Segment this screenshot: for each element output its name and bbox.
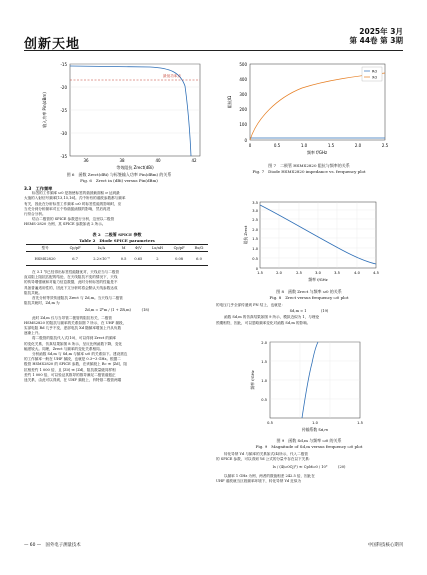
fig6-chart <box>30 58 210 173</box>
fig7-ytick: 300 <box>239 92 247 97</box>
table2-title-cn: 表 2 二极管 SPICE 参数 <box>92 232 142 237</box>
paragraph-line: 标签的工作频率 ω0 是指使标签的谐波截面积 σ 达到最 <box>32 191 120 196</box>
paragraph-line: 将二极管的阻抗代入式(10)，可以得到 Zrect 的频率 <box>32 336 117 341</box>
paragraph-line: 抗相差约 1 000 倍，且 |Z0| ≪ |Zd|，阻抗数量级同样相 <box>24 367 116 372</box>
paragraph-line: 逐渐上升。 <box>24 331 42 336</box>
fig8-caption-en: Fig. 8 Zrect versus frequency ω0 plot <box>269 294 349 300</box>
fig7-xtick: 1.5 <box>327 143 335 148</box>
paragraph-line: 大值的入射信号频率[13,15,16]。式中所有的谐波参数都与频率 <box>24 196 126 201</box>
table2-cell: 0.08 <box>175 256 184 261</box>
table2-header-cell: Cp/pF <box>69 246 81 250</box>
journal-section-title: 创新天地 <box>24 37 81 52</box>
fig9-xtick: 1.0 <box>312 421 318 425</box>
fig8-xtick: 1.5 <box>257 271 263 275</box>
paragraph-line: 预期相符，因此，可以忽略频率变化对函数 Sd,m 的影响。 <box>216 320 311 325</box>
fig7-xtick: 2.5 <box>381 143 389 148</box>
paragraph-line: 极管 HSMS2820 的 SPICE 参数，在该频段上 Rc ≪ |Zd|，阻 <box>24 362 127 367</box>
paragraph-line: 有关，因此在分析标签工作频率 ω0 时标签性能的影响时，应 <box>24 201 122 206</box>
table2-header-cell: Cp/pF <box>173 246 185 250</box>
fig6-xtick: 38 <box>119 158 125 163</box>
fig8-ytick: 1.0 <box>252 247 258 251</box>
paragraph-line: 的 SPICE 参数，可以得到 Yd 公式的分量中存在以下关系： <box>216 457 313 462</box>
fig9-caption-cn: 图 9 函数 Sd,m 与频率 ω0 的关系 <box>276 438 342 443</box>
right-column-text-1 <box>216 303 402 326</box>
equation-20: Is / (4(ω0Cj)²) ≪ CpMω0 / 10⁶ (20) <box>272 465 346 470</box>
paragraph-line: 此时 Zd,m 仅与当导管二极管的阻抗有关，二极管 <box>32 315 112 320</box>
fig9-chart <box>242 338 382 438</box>
paragraph-line: HSMS2820 的阻抗与频率的关系如图 7 所示，在 UHF 频段， <box>24 320 127 325</box>
fig9-xtick: 0.5 <box>267 421 273 425</box>
fig7-ytick: 100 <box>239 122 247 127</box>
paragraph-line: 的电压几乎全部传递到 PN 结上，也就是： <box>216 303 285 307</box>
fig9-ytick: 1.0 <box>261 379 267 383</box>
fig7-xtick: 2.0 <box>354 143 362 148</box>
fig8-ytick: 3.0 <box>252 209 258 213</box>
paragraph-line: 转化导纳 Yd 与频率的关系如式(4)所示，代入二极管 <box>224 452 308 456</box>
fig8-caption <box>214 289 404 300</box>
fig6-annotation: 最低功率点 <box>163 74 181 78</box>
fig8-chart <box>242 198 382 288</box>
table2-cell: 0.5 <box>120 256 127 261</box>
fig6-xtick: 42 <box>191 158 197 163</box>
issue-info <box>350 27 404 45</box>
fig7-ytick: 0 <box>244 138 247 143</box>
paragraph-line: 分析函数 Sd,m 与 Sd,m 与频率 ω0 的关系如下。建设需边 <box>32 352 128 357</box>
fig6-ytick: -30 <box>60 131 67 136</box>
fig8-xtick: 4.0 <box>354 271 360 275</box>
fig6-curve <box>70 66 191 156</box>
paragraph-line: 的工作频率一般在 UHF 频段，也就是 0.3~3 GHz。根据二 <box>24 357 121 362</box>
paragraph-line: 函数 Sd,m 的仿真结果如图 9 所示，模拟近似为 1，与理论 <box>224 315 320 320</box>
fig7-ytick: 500 <box>239 62 247 67</box>
fig6-ylabel: 输入功率 Pin(dBm) <box>42 92 47 128</box>
fig6-xlabel: 等效阻抗 Zrect(dBi) <box>116 165 154 170</box>
issue-date: 2025年 3月 <box>359 27 403 36</box>
fig6-xtick: 40 <box>155 158 161 163</box>
fig8-xlabel: 频率 f/GHz <box>308 277 328 282</box>
fig7-legend-rd: Rd <box>372 69 377 74</box>
left-column-text-1 <box>24 184 210 228</box>
fig8-ylabel: 阻抗 Zrect <box>243 225 248 245</box>
paragraph-line: UHF 谐波就当区段频率环境下，转化导纳 Yd 近似为 <box>216 478 302 483</box>
section-heading-3-3: 3.3 工作频率 <box>24 186 53 191</box>
table2-title-en: Table 2 Diode SPICE parameters <box>79 237 155 243</box>
fig7-xtick: 0.5 <box>273 143 281 148</box>
table2 <box>26 244 208 266</box>
fig8-ytick: 2.0 <box>252 228 258 232</box>
left-column-text-2 <box>24 270 210 383</box>
paragraph-line: 阻抗共轭时，Zd,m 为 <box>24 301 60 306</box>
fig8-ytick: 1.5 <box>252 237 258 241</box>
right-column-text-2 <box>216 452 402 484</box>
table2-header-cell: Ls/nH <box>152 246 163 250</box>
fig6-xtick: 36 <box>83 158 89 163</box>
paragraph-line: 的变化关系，仿真结果如图 8 所示，呈反比例函数下降，变化 <box>24 341 123 346</box>
table2-cell: 0.65 <box>134 256 143 261</box>
paragraph-line: 当充分到分析频率对五个待谐振函数的影响，然后再进 <box>24 206 111 211</box>
fig9-ytick: 0.5 <box>261 398 267 402</box>
fig8-xtick: 4.5 <box>373 271 379 275</box>
fig6-ytick: -15 <box>60 62 67 67</box>
table2-header-cell: M <box>121 246 126 250</box>
fig8-ytick: 0.5 <box>252 257 258 261</box>
table2-header-row <box>26 245 208 252</box>
fig7-xlabel: 频率 f/GHz <box>306 150 328 155</box>
issue-volume: 第 44卷 第 3期 <box>349 36 403 45</box>
fig7-ytick: 200 <box>239 107 247 112</box>
paragraph-line: 结合二极管的 SPICE 参数进行分析，这里以二极管 <box>32 217 115 222</box>
fig6-ytick: -35 <box>60 154 67 159</box>
fig8-xtick: 2.5 <box>296 271 302 275</box>
paragraph-line: 直双阻上阻抗匹配的结论，在天线阻抗不变的情况下，天线 <box>24 275 118 280</box>
table2-title <box>24 232 210 243</box>
table2-header-cell: 型号 <box>41 246 49 250</box>
fig9-xlabel: 传输系数 Sd,m <box>301 427 329 432</box>
table2-header-cell: Is/A <box>98 246 106 250</box>
fig6-ytick: -20 <box>60 85 67 90</box>
fig7-xtick: 0 <box>248 143 252 148</box>
fig7-chart <box>222 58 402 163</box>
fig7-ytick: 400 <box>239 77 247 82</box>
fig7-caption <box>214 163 404 174</box>
fig6-caption-en: Fig. 6 Zrect in (dBi) versus Pin(dBm) <box>80 177 158 183</box>
fig9-ytick: 2.0 <box>261 341 267 345</box>
table2-row <box>26 252 208 266</box>
fig7-xd-curve <box>250 73 385 140</box>
paragraph-line: 行综合分析。 <box>24 212 46 217</box>
paragraph-line: 阻抗共轭。 <box>24 290 42 295</box>
equation-19: Sd,m ≈ 1 (19) <box>289 309 329 314</box>
fig8-xtick: 3.5 <box>334 271 340 275</box>
paragraph-line: 具备普遍适用性的，因此下文分析时将会默认天线参数达成 <box>24 285 118 290</box>
equation-18: Zd,m = Z*m / (1 + ZR,m) (18) <box>84 308 150 313</box>
paragraph-line: HSMS-2820 为例，其 SPICE 参数如表 2 所示。 <box>24 222 106 227</box>
fig9-ytick: 1.5 <box>261 360 267 364</box>
paragraph-line: 以频率 1 GHz 为例，两者的数值相差 242.5 倍，因此在 <box>224 473 315 478</box>
fig8-caption-cn: 图 8 函数 Zrect 与频率 ω0 的关系 <box>276 289 342 294</box>
paragraph-line: 幅度较大。同理，Zrect 与频率的变化关系相同。 <box>24 346 104 351</box>
fig6-caption <box>24 172 214 183</box>
header-rule <box>24 50 403 51</box>
table2-cell: HSMS2820 <box>34 256 56 261</box>
table2-header-cell: Φ/V <box>134 246 142 250</box>
paragraph-line: 实部电阻 Rd 几乎不变，虚部电抗 Xd 随频率增加上升从负数 <box>24 326 122 331</box>
paragraph-line: 差约 1 000 倍，可以验证其推导的推导满足二极管谐振正 <box>24 372 116 377</box>
paragraph-line: 的传导增强就和对能力信息数据，此时分析标签的性能是不 <box>24 280 118 285</box>
fig7-ylabel: 阻抗/Ω <box>227 95 232 109</box>
footer-page-journal: — 60 — 国外电子测量技术 <box>24 543 81 548</box>
fig6-caption-cn: 图 6 函数 Zrect(dBi) 与标签输入功率 Pin(dBm) 的关系 <box>66 172 172 177</box>
fig7-xtick: 1.0 <box>300 143 308 148</box>
fig7-caption-cn: 图 7 二极管 HSMS2820 阻抗与频率的关系 <box>268 163 350 168</box>
fig8-ytick: 2.5 <box>252 218 258 222</box>
fig6-ytick: -25 <box>60 108 67 113</box>
fig8-xtick: 3.0 <box>315 271 321 275</box>
table2-header-cell: Rs/Ω <box>194 246 204 250</box>
footer-core-journal: 中国科技核心期刊 <box>367 543 403 548</box>
fig8-xtick: 2.0 <box>276 271 282 275</box>
table2-cell: 6.0 <box>196 256 202 261</box>
table2-cell: 6.7 <box>72 256 78 261</box>
paragraph-line: 首先分析等效传递阻抗 Zrect 与 Zd,m。当天线与二极管 <box>32 296 123 301</box>
fig9-caption-en: Fig. 9 Magnitude of Sd,m versus frequency ω0 plot <box>255 443 363 449</box>
table2-cell: 2 <box>156 256 159 261</box>
fig8-ytick: 3.5 <box>252 201 258 205</box>
fig7-legend-xd: Xd <box>372 75 377 80</box>
paragraph-line: 在 3.1 节已经得出标签性能随优对，天线应当与二极管 <box>32 270 120 274</box>
table2-cell: 2.2×10⁻⁸ <box>93 256 110 261</box>
fig9-caption <box>214 438 404 449</box>
fig8-ytick: 0 <box>255 267 258 271</box>
paragraph-line: 迷关系，由此可以得到，在 UHF 频段上，肖特基二极管两端 <box>24 378 122 383</box>
fig9-ylabel: 频率 f/GHz <box>250 370 255 390</box>
fig7-caption-en: Fig. 7 Diode HSMS2820 impedance vs. frequency plot <box>252 168 366 174</box>
fig9-xtick: 1.5 <box>357 421 363 425</box>
